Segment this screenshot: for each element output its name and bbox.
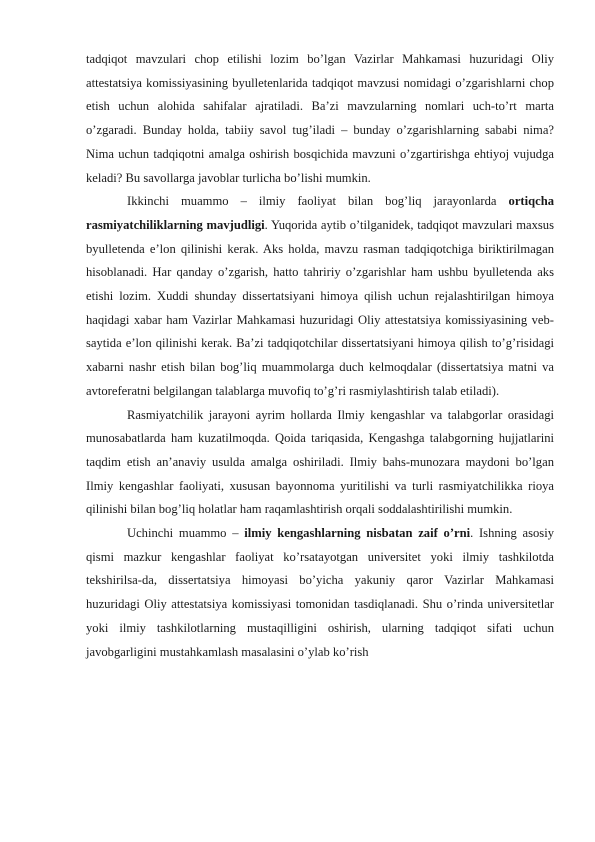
paragraph-4 xyxy=(86,522,554,664)
paragraph-2-text-b: . Yuqorida aytib o’tilganidek, tadqiqot mavzulari maxsus byulletenda e’lon qilinishi kerak. Aks holda, mavzu rasman tadqiqotchiga biriktirilmagan hisoblanadi. Har qanday o’zgarish, hatto tahririy o’zgarishlar ham ushbu byulletenda aks etishi lozim. Xuddi shunday dissertatsiyani himoya qilish uchun rejalashtirilgan himoya haqidagi xabar ham Vazirlar Mahkamasi huzuridagi Oliy attestatsiya komissiyasining veb-saytida e’lon qilinishi kerak. Ba’zi tadqiqotchilar dissertatsiyani himoya qilish to’g’risidagi xabarni nashr etish bilan bog’liq muammolarga duch kelmoqdalar (dissertatsiya matni va avtoreferatni belgilangan talablarga muvofiq to’g’ri rasmiylashtirish talab etiladi). xyxy=(86,217,554,398)
paragraph-1-text: tadqiqot mavzulari chop etilishi lozim bo’lgan Vazirlar Mahkamasi huzuridagi Oliy attestatsiya komissiyasining byulletenlarida tadqiqot mavzusi nomidagi o’zgarishlarni chop etish uchun alohida sahifalar ajratiladi. Ba’zi mavzularning nomlari uch-to’rt marta o’zgaradi. Bunday holda, tabiiy savol tug’iladi – bunday o’zgarishlarning sababi nima? Nima uchun tadqiqotni amalga oshirish bosqichida mavzuni o’zgartirishga ehtiyoj vujudga keladi? Bu savollarga javoblar turlicha bo’lishi mumkin. xyxy=(86,52,554,185)
paragraph-1 xyxy=(86,48,554,190)
paragraph-3 xyxy=(86,404,554,523)
paragraph-4-text-b: . Ishning asosiy qismi mazkur kengashlar faoliyat ko’rsatayotgan universitet yoki ilmiy tashkilotda tekshirilsa-da, dissertatsiya himoyasi bo’yicha yakuniy qaror Vazirlar Mahkamasi huzuridagi Oliy attestatsiya komissiyasi tomonidan tasdiqlanadi. Shu o’rinda universitetlar yoki ilmiy tashkilotlarning mustaqilligini oshirish, ularning tadqiqot sifati uchun javobgarligini mustahkamlash masalasini o’ylab ko’rish xyxy=(86,526,554,659)
paragraph-4-text-a: Uchinchi muammo – xyxy=(127,526,245,541)
paragraph-2-text-a: Ikkinchi muammo – ilmiy faoliyat bilan bog’liq jarayonlarda xyxy=(127,194,509,209)
paragraph-2 xyxy=(86,190,554,403)
paragraph-2-bold-phrase: ortiqcha rasmiyatchiliklarning mavjudligi xyxy=(86,194,554,232)
paragraph-4-bold-phrase: ilmiy kengashlarning nisbatan zaif o’rni xyxy=(244,526,471,541)
document-body xyxy=(86,48,554,664)
paragraph-3-text: Rasmiyatchilik jarayoni ayrim hollarda Ilmiy kengashlar va talabgorlar orasidagi munosabatlarda ham kuzatilmoqda. Qoida tariqasida, Kengashga talabgorning hujjatlarini taqdim etish an’anaviy usulda amalga oshiriladi. Ilmiy bahs-munozara maydoni bo’lgan Ilmiy kengashlar faoliyati, xususan bayonnoma yuritilishi va turli rasmiyatchilikka rioya qilinishi bilan bog’liq holatlar ham raqamlashtirish orqali soddalashtirilishi mumkin. xyxy=(86,407,554,517)
